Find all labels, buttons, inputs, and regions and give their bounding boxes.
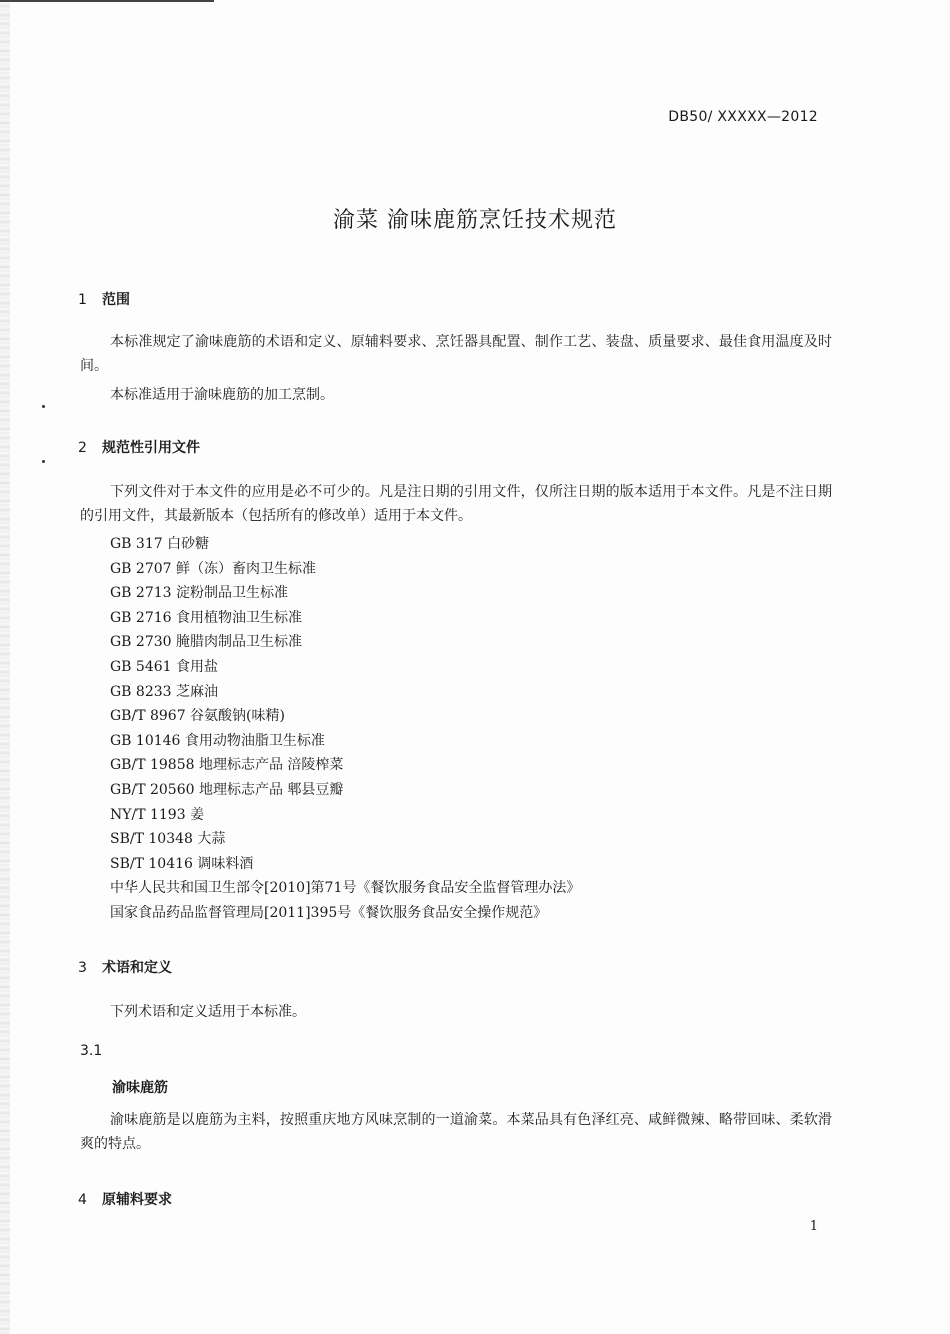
term-definition: 渝味鹿筋是以鹿筋为主料，按照重庆地方风味烹制的一道渝菜。本菜品具有色泽红亮、咸鲜微辣、略带回味、柔软滑爽的特点。 (80, 1112, 832, 1152)
reference-item: GB 317 白砂糖 (110, 536, 210, 552)
reference-item: GB 2713 淀粉制品卫生标准 (110, 585, 289, 602)
reference-item: GB/T 20560 地理标志产品 郫县豆瓣 (110, 781, 344, 798)
section-4-heading (78, 1189, 172, 1209)
section-number: 2 (78, 440, 87, 456)
scan-edge-artifact (0, 0, 10, 1334)
section-3-heading (78, 957, 172, 977)
reference-item: 国家食品药品监督管理局[2011]395号《餐饮服务食品安全操作规范》 (110, 904, 548, 921)
reference-item: 中华人民共和国卫生部令[2010]第71号《餐饮服务食品安全监督管理办法》 (110, 880, 581, 897)
section-title: 术语和定义 (102, 960, 172, 976)
section-3-paragraph-1: 下列术语和定义适用于本标准。 (110, 1004, 306, 1020)
document-title: 渝菜 渝味鹿筋烹饪技术规范 (333, 208, 617, 233)
section-title: 原辅料要求 (102, 1192, 172, 1208)
reference-item: GB 10146 食用动物油脂卫生标准 (110, 732, 325, 749)
section-title: 规范性引用文件 (102, 440, 200, 456)
section-1-heading (78, 289, 130, 309)
section-number: 3 (78, 960, 87, 976)
section-1-paragraph-1: 本标准规定了渝味鹿筋的术语和定义、原辅料要求、烹饪器具配置、制作工艺、装盘、质量要求、最佳食用温度及时间。 (80, 334, 832, 374)
reference-item: SB/T 10348 大蒜 (110, 831, 226, 848)
reference-item: GB 8233 芝麻油 (110, 683, 219, 700)
normative-references-list (110, 532, 580, 926)
reference-item: SB/T 10416 调味料酒 (110, 855, 254, 872)
subclause-number: 3.1 (80, 1043, 103, 1059)
reference-item: GB/T 8967 谷氨酸钠(味精) (110, 708, 285, 725)
section-title: 范围 (102, 292, 130, 308)
term-name: 渝味鹿筋 (112, 1080, 168, 1096)
reference-item: GB 2716 食用植物油卫生标准 (110, 609, 303, 626)
reference-item: GB 2707 鲜（冻）畜肉卫生标准 (110, 560, 317, 577)
reference-item: NY/T 1193 姜 (110, 806, 205, 823)
standard-code: DB50/ XXXXX—2012 (668, 109, 818, 125)
section-2-heading (78, 437, 200, 457)
reference-item: GB 5461 食用盐 (110, 658, 219, 675)
section-2-paragraph-1: 下列文件对于本文件的应用是必不可少的。凡是注日期的引用文件，仅所注日期的版本适用于本文件。凡是不注日期的引用文件，其最新版本（包括所有的修改单）适用于本文件。 (80, 484, 832, 524)
section-1-paragraph-2: 本标准适用于渝味鹿筋的加工烹制。 (110, 387, 334, 403)
scan-dot-artifact (42, 460, 45, 463)
scan-top-line-artifact (0, 0, 214, 2)
reference-item: GB 2730 腌腊肉制品卫生标准 (110, 634, 303, 651)
section-number: 4 (78, 1192, 87, 1208)
section-number: 1 (78, 292, 87, 308)
reference-item: GB/T 19858 地理标志产品 涪陵榨菜 (110, 757, 344, 774)
scan-dot-artifact (42, 405, 45, 408)
page-number: 1 (809, 1219, 818, 1234)
